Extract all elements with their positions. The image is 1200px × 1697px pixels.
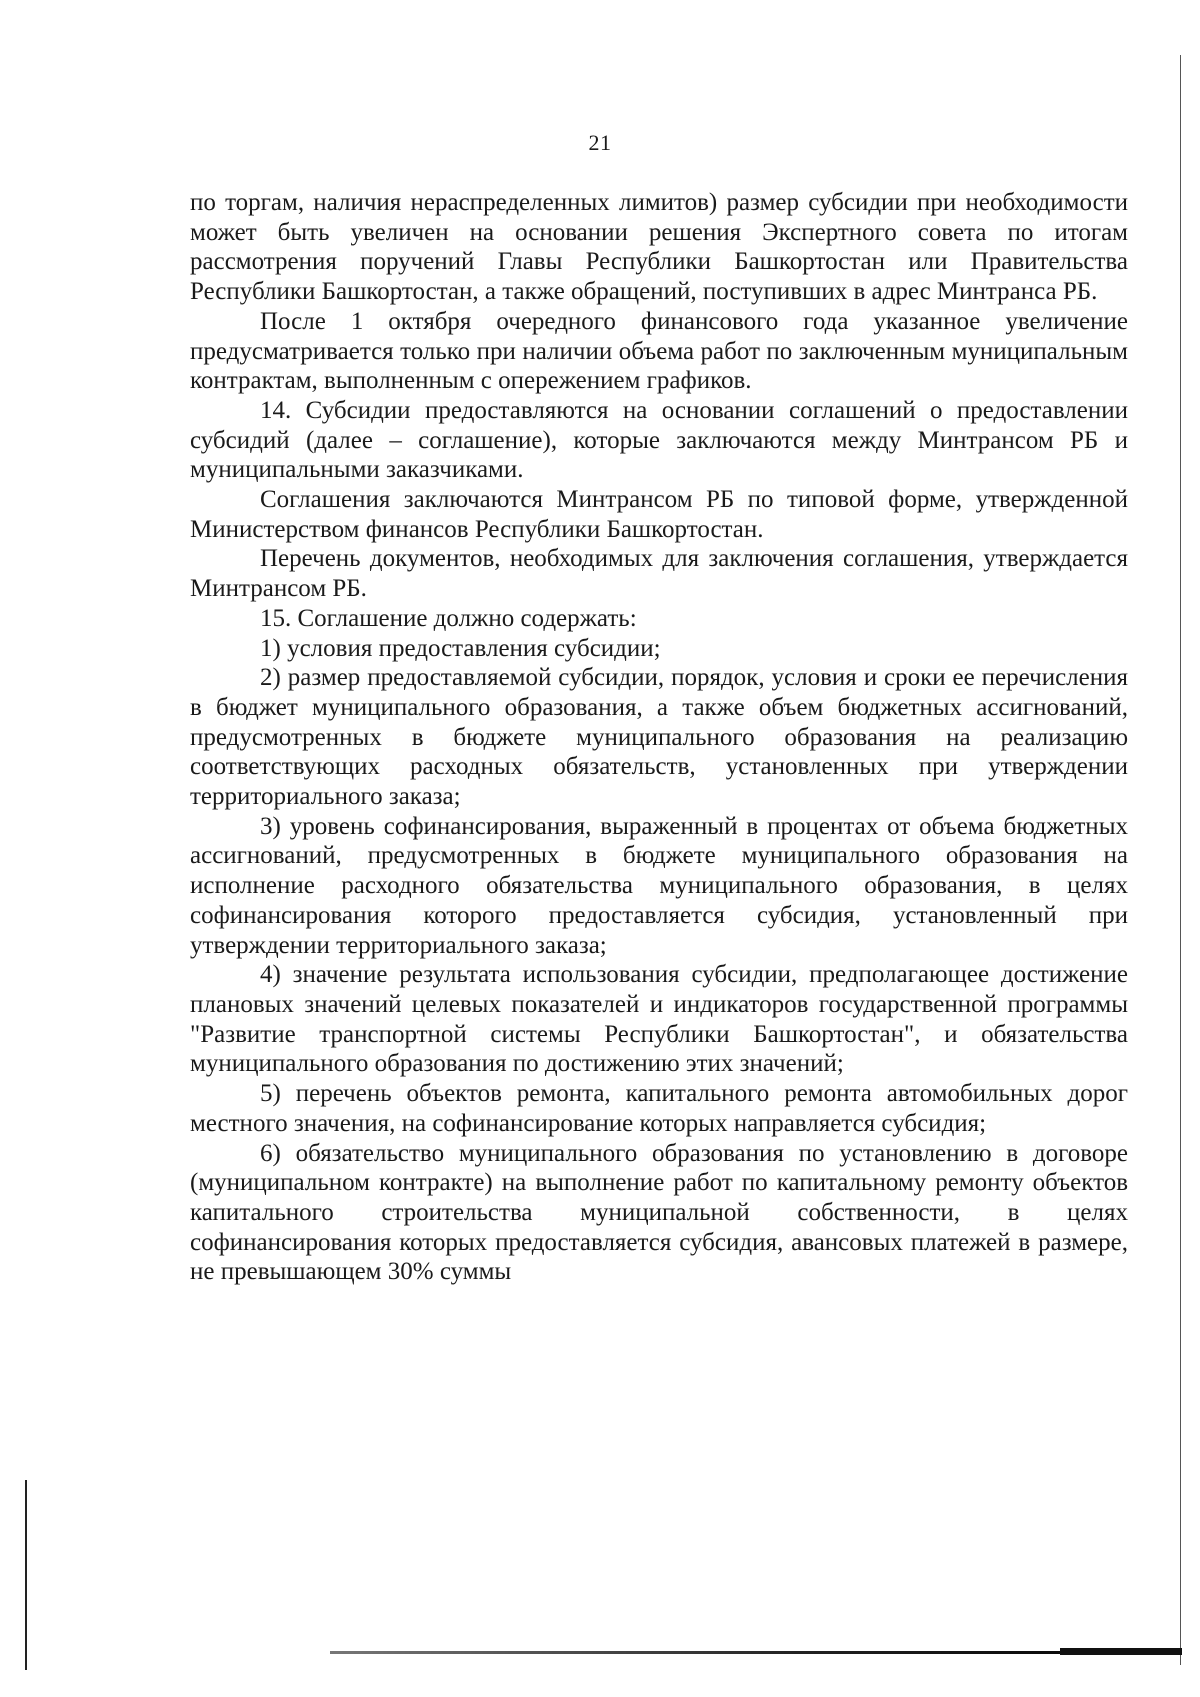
paragraph-continuation: по торгам, наличия нераспределенных лимитов) размер субсидии при необходимости может быть увеличен на основании решения Экспертного совета по итогам рассмотрения поручений Главы Республики Башкортостан или Правительства Республики Башкортостан, а также обращений, поступивших в адрес Минтранса РБ.	[190, 189, 1128, 306]
paragraph: Соглашения заключаются Минтрансом РБ по типовой форме, утвержденной Министерством финансов Республики Башкортостан.	[190, 486, 1128, 543]
list-item: 1) условия предоставления субсидии;	[260, 634, 661, 662]
scan-left-edge	[25, 1480, 27, 1670]
scan-right-edge	[1180, 55, 1181, 1665]
document-body	[190, 188, 1128, 1287]
page-number: 21	[588, 130, 612, 155]
list-item: 4) значение результата использования субсидии, предполагающее достижение плановых значений целевых показателей и индикаторов государственной программы "Развитие транспортной системы Республики Башкортостан", и обязательства муниципального образования по достижению этих значений;	[190, 961, 1128, 1078]
list-item: 3) уровень софинансирования, выраженный в процентах от объема бюджетных ассигнований, предусмотренных в бюджете муниципального образования на исполнение расходного обязательства муниципального образования, в целях софинансирования которого предоставляется субсидия, установленный при утверждении территориального заказа;	[190, 812, 1128, 959]
paragraph: Перечень документов, необходимых для заключения соглашения, утверждается Минтрансом РБ.	[190, 545, 1128, 603]
list-item: 2) размер предоставляемой субсидии, порядок, условия и сроки ее перечисления в бюджет муниципального образования, а также объем бюджетных ассигнований, предусмотренных в бюджете муниципального образования на реализацию соответствующих расходных обязательств, установленных при утверждении территориального заказа;	[190, 664, 1128, 811]
list-item: 5) перечень объектов ремонта, капитального ремонта автомобильных дорог местного значения, на софинансирование которых направляется субсидия;	[190, 1080, 1128, 1137]
scan-bottom-rule-thick	[1060, 1648, 1182, 1655]
paragraph-clause-14: 14. Субсидии предоставляются на основании соглашений о предоставлении субсидий (далее – соглашение), которые заключаются между Минтрансом РБ и муниципальными заказчиками.	[190, 396, 1128, 484]
scan-bottom-rule	[330, 1651, 1182, 1654]
list-item: 6) обязательство муниципального образования по установлению в договоре (муниципальном контракте) на выполнение работ по капитальному ремонту объектов капитального строительства муниципальной собственности, в целях софинансирования которых предоставляется субсидия, авансовых платежей в размере, не превышающем 30% суммы	[190, 1139, 1128, 1286]
paragraph: После 1 октября очередного финансового года указанное увеличение предусматривается только при наличии объема работ по заключенным муниципальным контрактам, выполненным с опережением графиков.	[190, 307, 1128, 395]
paragraph-clause-15: 15. Соглашение должно содержать:	[260, 604, 637, 632]
